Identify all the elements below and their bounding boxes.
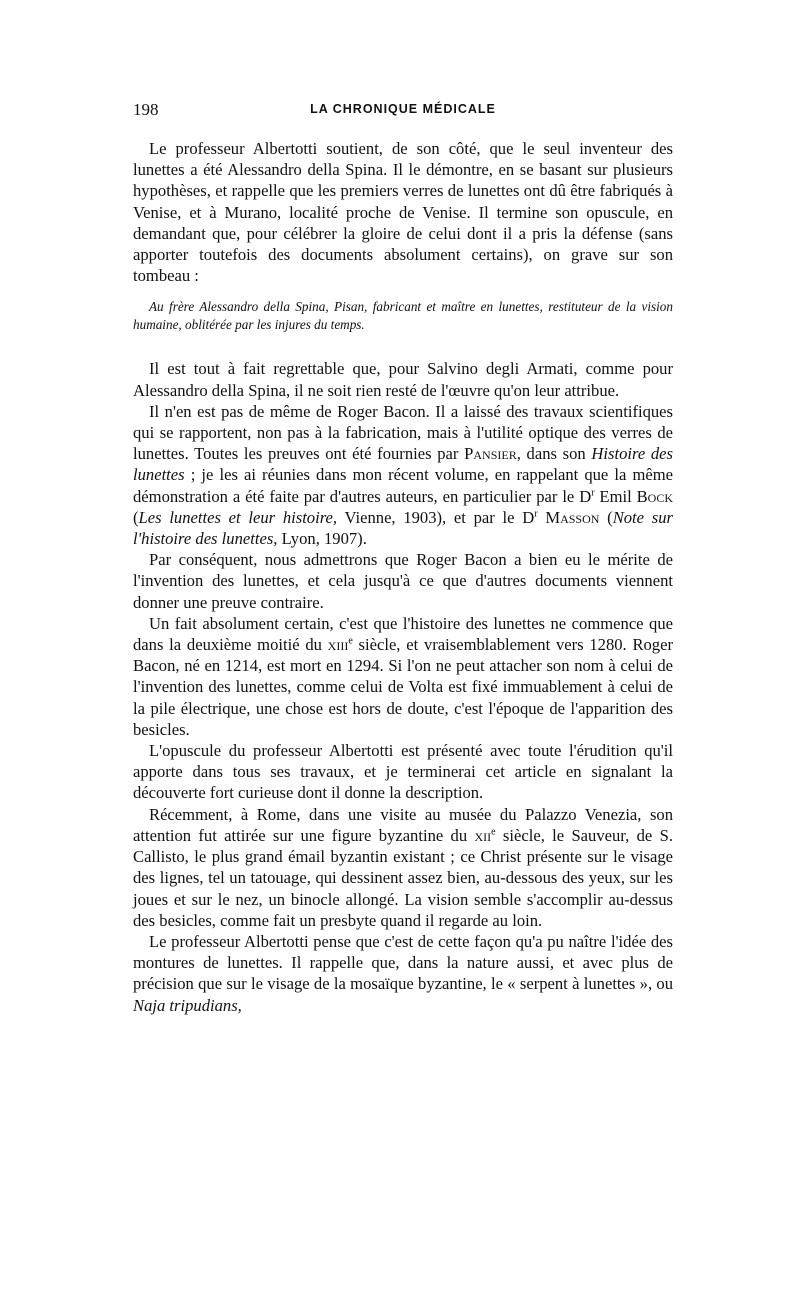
paragraph-3-text-g: Lyon, 1907). (277, 529, 367, 549)
title-note-histoire: Note sur l'histoire des lunettes, (133, 507, 673, 549)
dr-superscript: r (534, 508, 538, 520)
species-name: Naja tripudians, (133, 995, 242, 1015)
author-masson: Masson (545, 507, 600, 527)
running-title: LA CHRONIQUE MÉDICALE (310, 102, 496, 116)
century-12: xii (474, 825, 492, 845)
paragraph-2: Il est tout à fait regrettable que, pour Salvino degli Armati, comme pour Alessandro della Spina, il ne soit rien resté de l'œuvre qu'on leur attribue. (133, 359, 673, 400)
title-histoire-des-lunettes: Histoire des lunettes (133, 444, 673, 485)
paragraph-7-text-a: Récemment, à Rome, dans une visite au musée du Palazzo Venezia, son attention fut attirée sur une figure byzantine du (133, 804, 673, 845)
paragraph-8-text-a: Le professeur Albertotti pense que c'est de cette façon qu'a pu naître l'idée des montures de lunettes. Il rappelle que, dans la nature aussi, et avec plus de précision que sur le visage de la mosaïque byzantine, le « serpent à lunettes », ou (133, 931, 673, 994)
paragraph-7 (133, 804, 673, 931)
paragraph-3-text-b: , dans son (516, 444, 592, 464)
author-bock: Bock (636, 486, 674, 506)
paragraph-3-text-c: ; je les ai réunies dans mon récent volume, en rappelant que la même démonstration a été faite par d'autres auteurs, en particulier par le D (133, 465, 673, 506)
paragraph-3-text-f: ( (599, 507, 613, 527)
running-header (133, 100, 673, 126)
paragraph-6: L'opuscule du professeur Albertotti est présenté avec toute l'érudition qu'il apporte dans tous ses travaux, et je terminerai cet article en signalant la découverte fort curieuse dont il donne la description. (133, 741, 673, 803)
paragraph-5 (133, 613, 673, 740)
author-pansier: Pansier (464, 444, 517, 464)
dr-superscript: r (591, 487, 595, 499)
paragraph-3-text-e: Vienne, 1903), et par le D (337, 507, 535, 527)
century-13: xiii (327, 635, 349, 655)
paragraph-3-bock-pre: Emil (594, 486, 637, 506)
epitaph-quote: Au frère Alessandro della Spina, Pisan, fabricant et maître en lunettes, restituteur de la vision humaine, oblitérée par les injures du temps. (133, 299, 673, 333)
paragraph-5-text-b: siècle, et vraisemblablement vers 1280. Roger Bacon, né en 1214, est mort en 1294. Si l'on ne peut attacher son nom à celui de l'invention des lunettes, comme celui de Volta est fixé immuablement à celui de la pile électrique, une chose est hors de doute, c'est l'époque de l'apparition des besicles. (133, 635, 673, 739)
paragraph-8 (133, 931, 673, 1016)
paragraph-4: Par conséquent, nous admettrons que Roger Bacon a bien eu le mérite de l'invention des lunettes, et cela jusqu'à ce que d'autres documents viennent donner une preuve contraire. (133, 550, 673, 612)
paragraph-3 (133, 401, 673, 549)
century-superscript: e (491, 826, 496, 838)
title-lunettes-histoire: Les lunettes et leur histoire, (138, 507, 338, 527)
body-text (133, 138, 673, 1016)
paragraph-3-text-d: ( (133, 507, 139, 527)
century-superscript: e (348, 635, 353, 647)
paragraph-5-text-a: Un fait absolument certain, c'est que l'histoire des lunettes ne commence que dans la deuxième moitié du (133, 613, 673, 655)
paragraph-7-text-b: siècle, le Sauveur, de S. Callisto, le plus grand émail byzantin existant ; ce Christ présente sur le visage des lignes, tel un tatouage, qui dessinent assez bien, au-dessous des yeux, sur les joues et sur le nez, un binocle allongé. La vision semble s'accomplir au-dessus des besicles, comme fait un presbyte quand il regarde au loin. (133, 825, 673, 930)
page-number: 198 (133, 100, 159, 119)
paragraph-1: Le professeur Albertotti soutient, de son côté, que le seul inventeur des lunettes a été Alessandro della Spina. Il le démontre, en se basant sur plusieurs hypothèses, et rappelle que les premiers verres de lunettes ont dû être fabriqués à Venise, et à Murano, localité proche de Venise. Il termine son opuscule, en demandant que, pour célébrer la gloire de celui dont il a pris la défense (sans apporter toutefois des documents absolument certains), on grave sur son tombeau : (133, 139, 673, 286)
paragraph-3-text-a: Il n'en est pas de même de Roger Bacon. Il a laissé des travaux scientifiques qui se rapportent, non pas à la fabrication, mais à l'utilité optique des verres de lunettes. Toutes les preuves ont été fournies par (133, 401, 673, 464)
